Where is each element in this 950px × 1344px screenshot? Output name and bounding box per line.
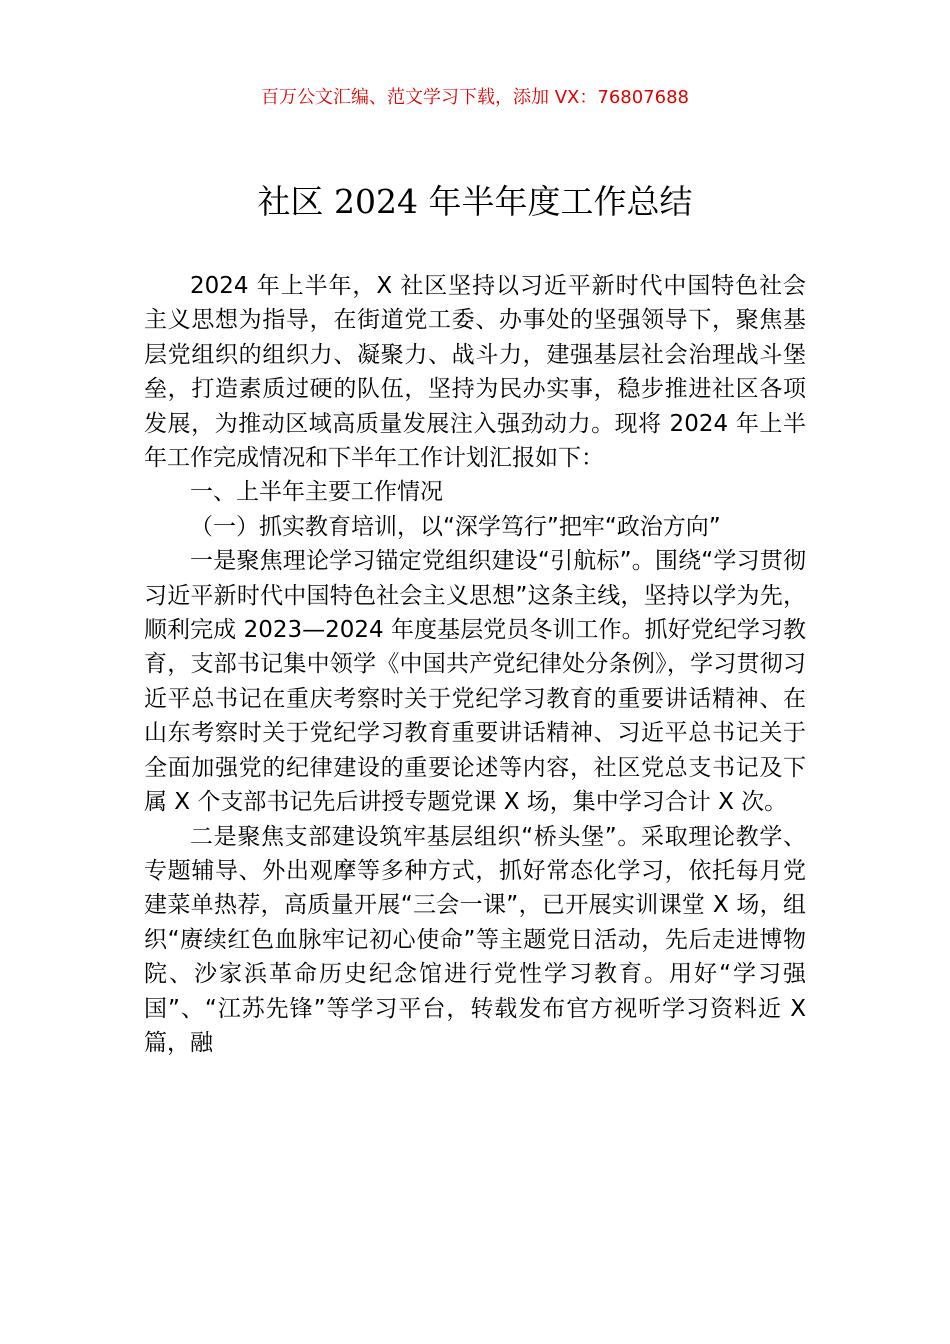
paragraph-branch-building: 二是聚焦支部建设筑牢基层组织“桥头堡”。采取理论教学、专题辅导、外出观摩等多种方式，抓好常态化学习，依托每月党建菜单热荐，高质量开展“三会一课”，已开展实训课堂 X 场，组织“赓续红色血脉牢记初心使命”等主题党日活动，先后走进博物院、沙家浜革命历史纪念馆进行党性学习教育。用好“学习强国”、“江苏先锋”等学习平台，转载发布官方视听学习资料近 X 篇，融 xyxy=(144,823,806,1056)
paragraph-theory-study: 一是聚焦理论学习锚定党组织建设“引航标”。围绕“学习贯彻习近平新时代中国特色社会主义思想”这条主线，坚持以学为先，顺利完成 2023—2024 年度基层党员冬训工作。抓好党纪学习教育，支部书记集中领学《中国共产党纪律处分条例》，学习贯彻习近平总书记在重庆考察时关于党纪学习教育的重要讲话精神、在山东考察时关于党纪学习教育重要讲话精神、习近平总书记关于全面加强党的纪律建设的重要论述等内容，社区党总支书记及下属 X 个支部书记先后讲授专题党课 X 场，集中学习合计 X 次。 xyxy=(144,548,806,816)
section-heading-1: 一、上半年主要工作情况 xyxy=(190,479,443,506)
document-title: 社区 2024 年半年度工作总结 xyxy=(257,182,693,221)
intro-paragraph: 2024 年上半年，X 社区坚持以习近平新时代中国特色社会主义思想为指导，在街道党工委、办事处的坚强领导下，聚焦基层党组织的组织力、凝聚力、战斗力，建强基层社会治理战斗堡垒，打造素质过硬的队伍，坚持为民办实事，稳步推进社区各项发展，为推动区域高质量发展注入强劲动力。现将 2024 年上半年工作完成情况和下半年工作计划汇报如下： xyxy=(144,273,806,472)
subsection-heading-1: （一）抓实教育培训，以“深学笃行”把牢“政治方向” xyxy=(190,513,721,540)
download-notice: 百万公文汇编、范文学习下载，添加 VX：76807688 xyxy=(261,87,689,108)
document-body xyxy=(144,269,806,1060)
